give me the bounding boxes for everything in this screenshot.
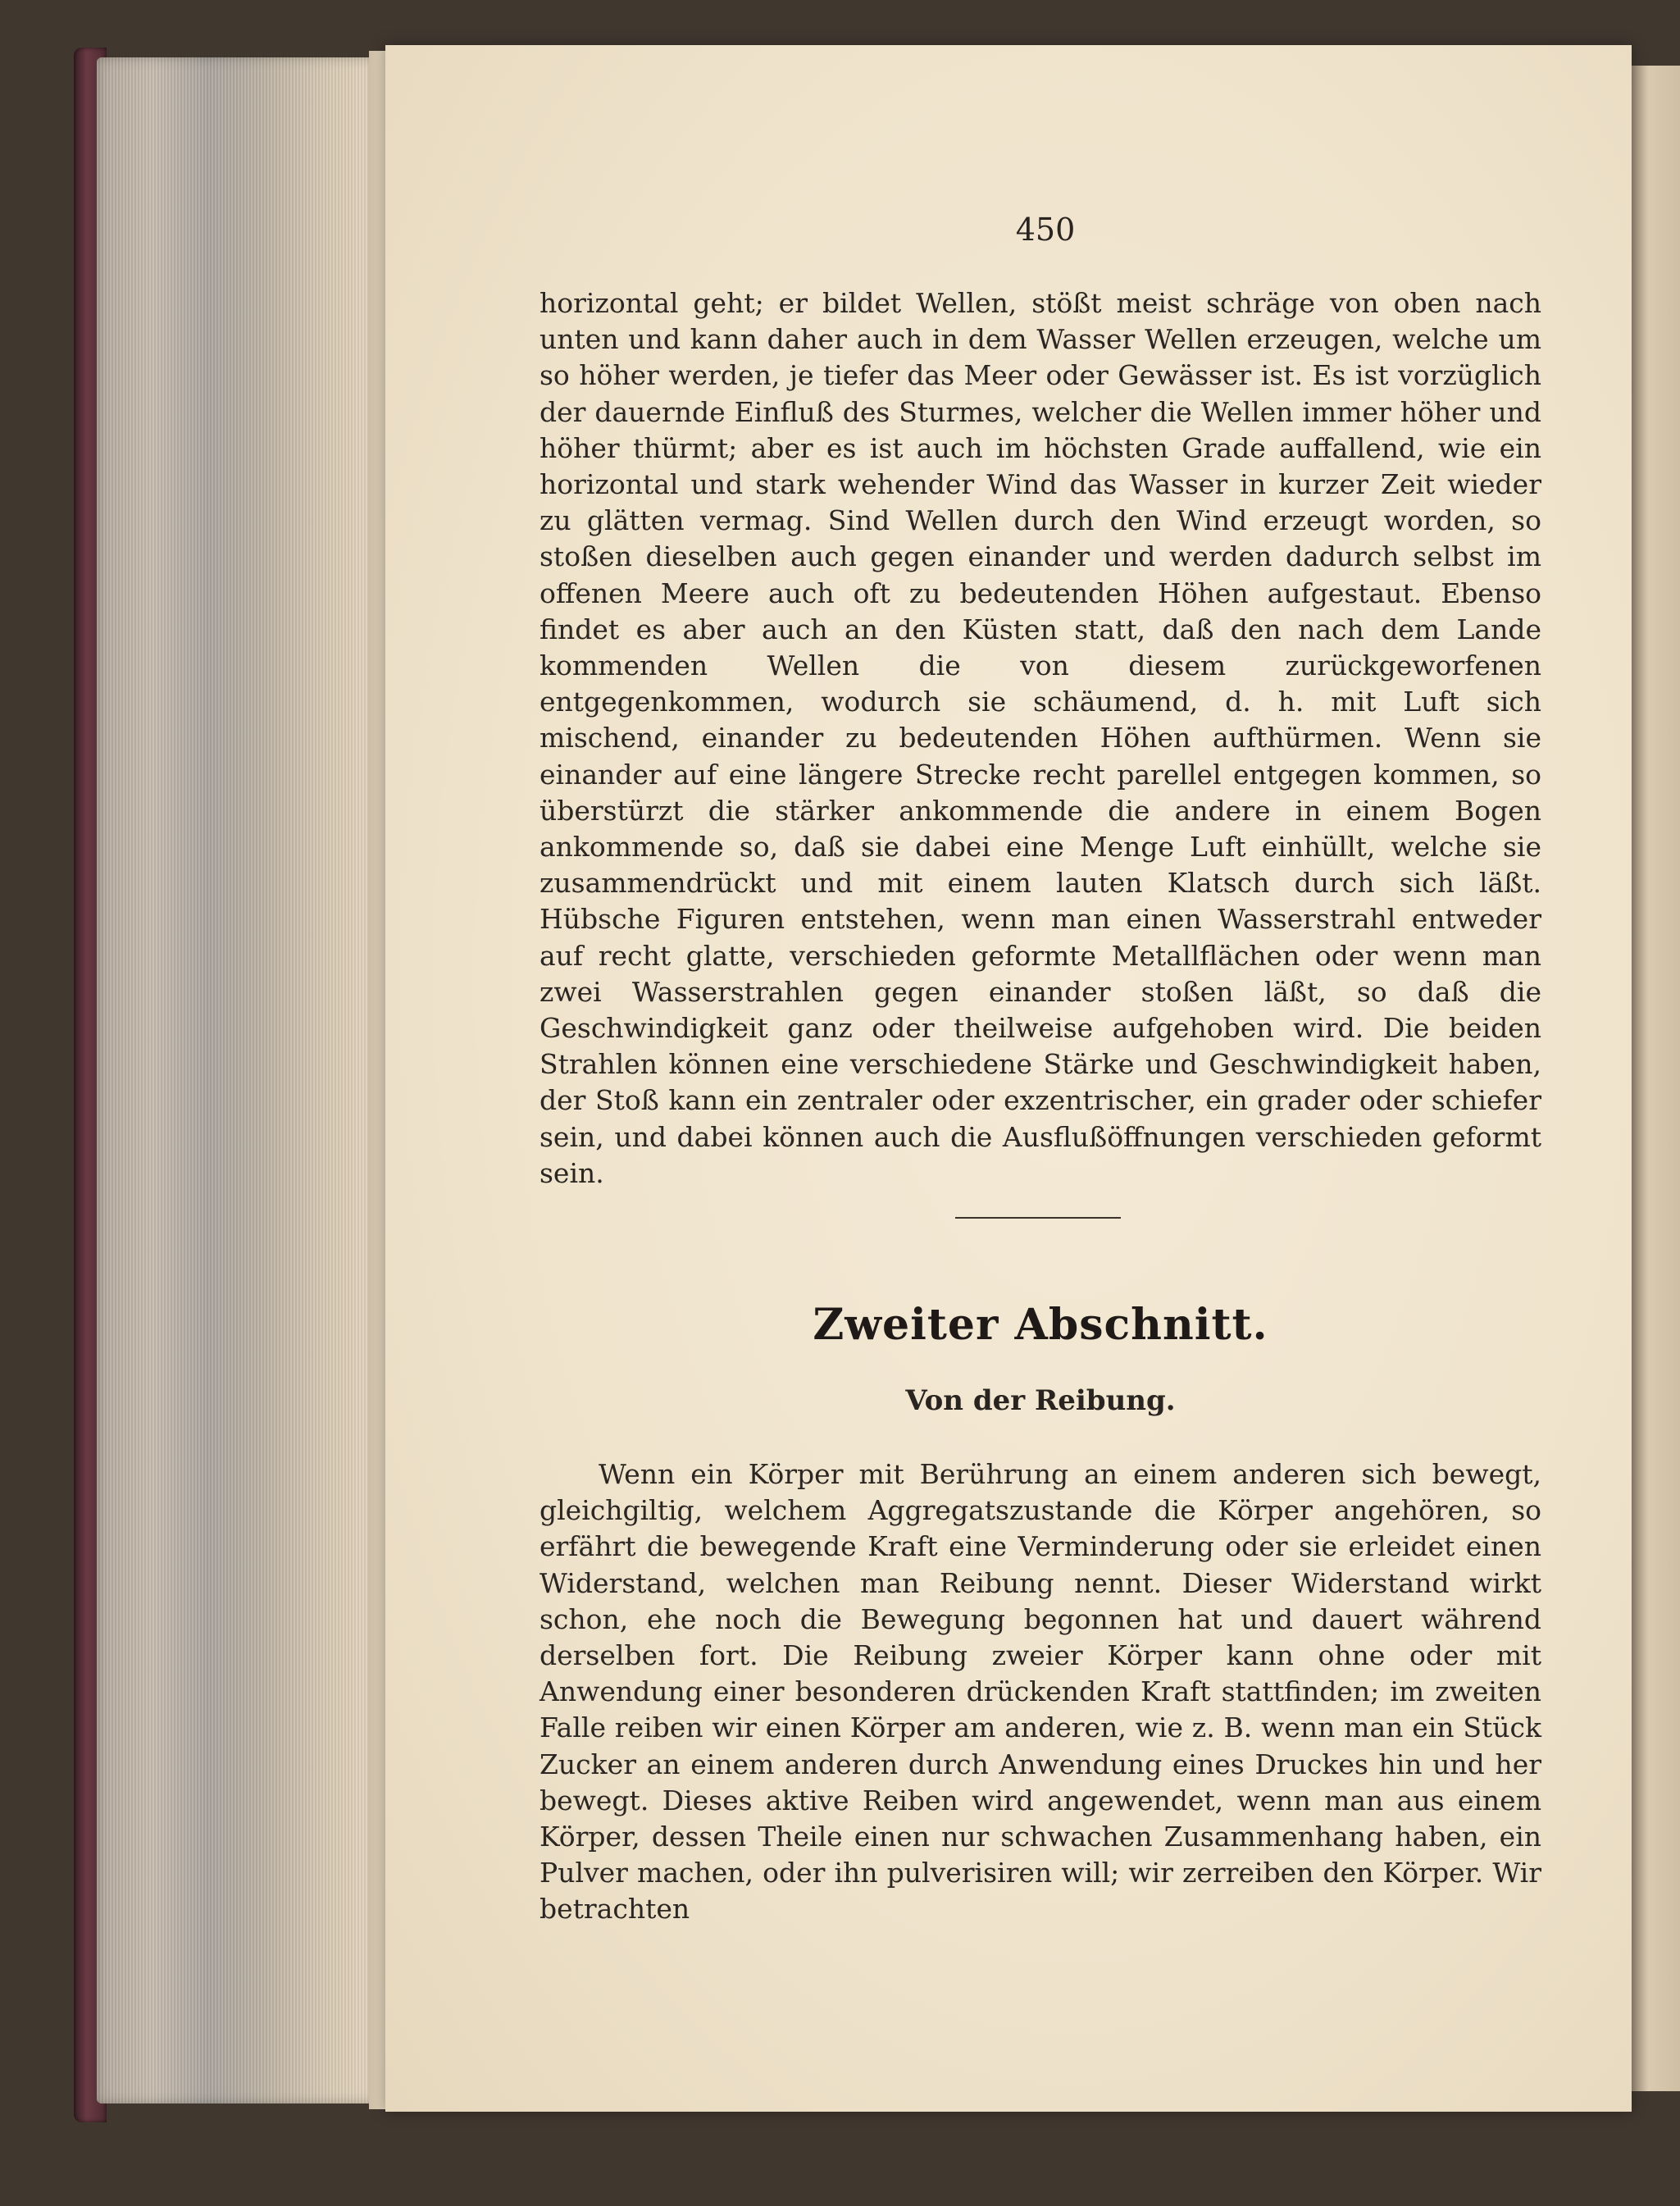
next-page-edge [1628,66,1680,2091]
section-subheading: Von der Reibung. [905,1384,1176,1417]
section-heading: Zweiter Abschnitt. [813,1300,1268,1350]
body-paragraph-1 [540,285,1541,1192]
page-number: 450 [1015,212,1076,248]
page-block-edges [97,57,376,2103]
paragraph-text: horizontal geht; er bildet Wellen, stößt meist schräge von oben nach unten und kann daher auch in dem Wasser Wellen erzeugen, welche um so höher werden, je tiefer das Meer oder Gewässer ist. Es ist vorzüglich der dauernde Einfluß des Sturmes, welcher die Wellen immer höher und höher thürmt; aber es ist auch im höchsten Grade auffallend, wie ein horizontal und stark wehender Wind das Wasser in kurzer Zeit wieder zu glätten vermag. Sind Wellen durch den Wind erzeugt worden, so stoßen dieselben auch gegen einander und werden dadurch selbst im offenen Meere auch oft zu bedeutenden Höhen aufgestaut. Ebenso findet es aber auch an den Küsten statt, daß den nach dem Lande kommenden Wellen die von diesem zurückgeworfenen entgegenkommen, wodurch sie schäumend, d. h. mit Luft sich mischend, einander zu bedeutenden Höhen aufthürmen. Wenn sie einander auf eine längere Strecke recht parellel entgegen kommen, so überstürzt die stärker ankommende die andere in einem Bogen ankommende so, daß sie dabei eine Menge Luft einhüllt, welche sie zusammendrückt und mit einem lauten Klatsch durch sich läßt. Hübsche Figuren entstehen, wenn man einen Wasserstrahl entweder auf recht glatte, verschieden geformte Metallflächen oder wenn man zwei Wasserstrahlen gegen einander stoßen läßt, so daß die Geschwindigkeit ganz oder theilweise aufgehoben wird. Die beiden Strahlen können eine verschiedene Stärke und Geschwindigkeit haben, der Stoß kann ein zentraler oder exzentrischer, ein grader oder schiefer sein, und dabei können auch die Ausflußöffnungen verschieden geformt sein. [540,287,1541,1189]
paragraph-text: Wenn ein Körper mit Berührung an einem anderen sich bewegt, gleichgiltig, welchem Aggregatszustande die Körper angehören, so erfährt die bewegende Kraft eine Verminderung oder sie erleidet einen Widerstand, welchen man Reibung nennt. Dieser Widerstand wirkt schon, ehe noch die Bewegung begonnen hat und dauert während derselben fort. Die Reibung zweier Körper kann ohne oder mit Anwendung einer besonderen drückenden Kraft stattfinden; im zweiten Falle reiben wir einen Körper am anderen, wie z. B. wenn man ein Stück Zucker an einem anderen durch Anwendung eines Druckes hin und her bewegt. Dieses aktive Reiben wird angewendet, wenn man aus einem Körper, dessen Theile einen nur schwachen Zusammenhang haben, ein Pulver machen, oder ihn pulverisiren will; wir zerreiben den Körper. Wir betrachten [540,1458,1541,1926]
section-divider [955,1217,1121,1219]
body-paragraph-2 [540,1456,1541,1928]
